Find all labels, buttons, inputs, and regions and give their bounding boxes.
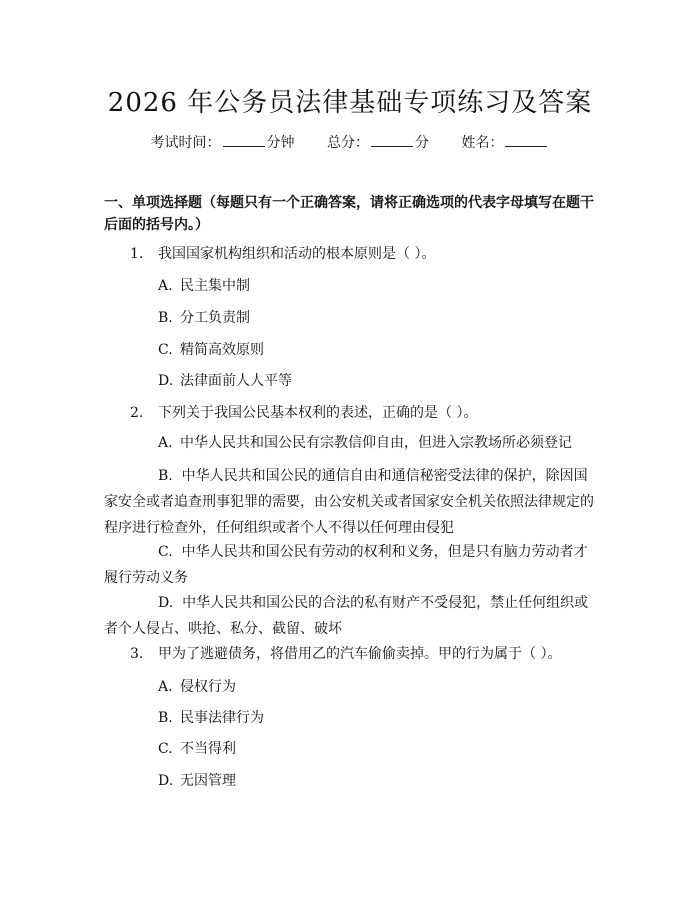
option-text: 中华人民共和国公民有宗教信仰自由，但进入宗教场所必须登记: [180, 435, 572, 451]
option-letter: C.: [158, 342, 173, 358]
option-text: 分工负责制: [180, 310, 250, 326]
question-text: 下列关于我国公民基本权利的表述，正确的是（ ）。: [158, 405, 478, 421]
question-option: [158, 307, 598, 329]
option-letter: B.: [158, 710, 173, 726]
exam-time-label: 考试时间：: [150, 135, 221, 151]
question-option: [104, 539, 600, 591]
question-option: [158, 676, 598, 698]
total-score-label: 总分：: [327, 135, 369, 151]
question-option: [104, 590, 600, 642]
option-text: 中华人民共和国公民的合法的私有财产不受侵犯，禁止任何组织或者个人侵占、哄抢、私分、截留、破坏: [104, 595, 589, 637]
option-text: 中华人民共和国公民有劳动的权利和义务，但是只有脑力劳动者才履行劳动义务: [104, 544, 588, 586]
question-text: 甲为了逃避债务，将借用乙的汽车偷偷卖掉。甲的行为属于（ ）。: [158, 646, 562, 662]
question-number: 1.: [130, 246, 144, 262]
exam-time: [151, 132, 295, 152]
option-text: 民事法律行为: [180, 710, 264, 726]
total-score: [327, 132, 429, 152]
option-text: 精简高效原则: [180, 342, 264, 358]
option-letter: D.: [158, 595, 174, 611]
question-stem: [130, 243, 600, 265]
option-text: 法律面前人人平等: [180, 373, 292, 389]
total-score-blank: [371, 132, 413, 147]
question-option: [158, 707, 598, 729]
option-letter: A.: [158, 278, 173, 294]
student-name-blank: [505, 132, 547, 147]
page-title: 2026 年公务员法律基础专项练习及答案: [107, 88, 593, 118]
total-score-unit: 分: [415, 135, 429, 151]
option-letter: B.: [158, 310, 173, 326]
question-option: [158, 432, 598, 454]
question-number: 2.: [130, 405, 144, 421]
question-option: [158, 370, 598, 392]
option-letter: D.: [158, 373, 174, 389]
option-letter: B.: [158, 468, 173, 484]
exam-meta: [0, 132, 700, 152]
section-heading: 一、单项选择题（每题只有一个正确答案，请将正确选项的代表字母填写在题干后面的括号内。）: [104, 195, 594, 233]
question-number: 3.: [130, 646, 144, 662]
exam-time-unit: 分钟: [266, 135, 295, 151]
option-text: 民主集中制: [180, 278, 250, 294]
question-stem: [130, 643, 600, 665]
question-option: [158, 339, 598, 361]
question-stem: [130, 402, 600, 424]
question-option: [158, 738, 598, 760]
option-letter: A.: [158, 679, 173, 695]
option-text: 中华人民共和国公民的通信自由和通信秘密受法律的保护，除因国家安全或者追查刑事犯罪的需要，由公安机关或者国家安全机关依照法律规定的程序进行检查外，任何组织或者个人不得以任何理由侵犯: [104, 468, 594, 536]
option-letter: D.: [158, 773, 174, 789]
option-text: 侵权行为: [180, 679, 236, 695]
option-text: 无因管理: [180, 773, 236, 789]
question-option: [158, 770, 598, 792]
option-letter: C.: [158, 544, 173, 560]
student-name: [461, 132, 549, 152]
option-letter: A.: [158, 435, 173, 451]
question-option: [158, 275, 598, 297]
question-text: 我国国家机构组织和活动的根本原则是（ ）。: [158, 246, 436, 262]
option-letter: C.: [158, 741, 173, 757]
question-option: [104, 463, 600, 541]
exam-time-blank: [223, 132, 265, 147]
student-name-label: 姓名：: [461, 135, 504, 151]
option-text: 不当得利: [180, 741, 236, 757]
